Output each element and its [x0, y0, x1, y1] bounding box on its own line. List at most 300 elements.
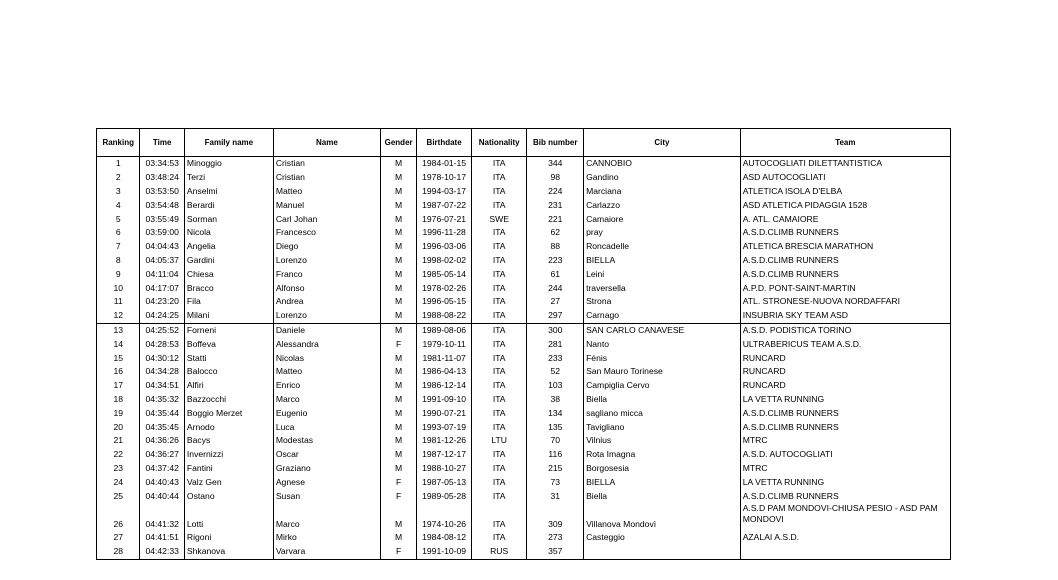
cell-time: 04:35:45 [140, 420, 184, 434]
cell-time: 04:40:44 [140, 489, 184, 503]
cell-city: San Mauro Torinese [584, 365, 741, 379]
cell-gender: M [380, 503, 416, 531]
cell-family-name: Chiesa [184, 267, 273, 281]
cell-ranking: 2 [97, 171, 140, 185]
cell-name: Lorenzo [273, 309, 380, 323]
table-row [97, 198, 951, 212]
table-row [97, 351, 951, 365]
cell-family-name: Bazzocchi [184, 393, 273, 407]
table-row [97, 157, 951, 171]
cell-name: Modestas [273, 434, 380, 448]
cell-time: 04:36:26 [140, 434, 184, 448]
cell-gender: M [380, 157, 416, 171]
cell-bib-number: 103 [527, 379, 584, 393]
cell-team: INSUBRIA SKY TEAM ASD [740, 309, 950, 323]
cell-ranking: 3 [97, 185, 140, 199]
cell-ranking: 4 [97, 198, 140, 212]
cell-family-name: Sorman [184, 212, 273, 226]
cell-time: 04:35:44 [140, 406, 184, 420]
cell-nationality: ITA [471, 351, 527, 365]
cell-name: Oscar [273, 448, 380, 462]
cell-nationality: ITA [471, 475, 527, 489]
cell-time: 04:40:43 [140, 475, 184, 489]
table-row [97, 365, 951, 379]
cell-family-name: Invernizzi [184, 448, 273, 462]
cell-birthdate: 1986-04-13 [417, 365, 472, 379]
cell-time: 03:53:50 [140, 185, 184, 199]
cell-nationality: LTU [471, 434, 527, 448]
cell-city [584, 545, 741, 559]
cell-nationality: ITA [471, 267, 527, 281]
cell-team: ULTRABERICUS TEAM A.S.D. [740, 337, 950, 351]
cell-ranking: 22 [97, 448, 140, 462]
cell-name: Cristian [273, 171, 380, 185]
cell-team: AUTOCOGLIATI DILETTANTISTICA [740, 157, 950, 171]
cell-gender: F [380, 545, 416, 559]
cell-ranking: 17 [97, 379, 140, 393]
cell-family-name: Forneni [184, 323, 273, 337]
cell-gender: M [380, 281, 416, 295]
cell-team [740, 545, 950, 559]
cell-gender: M [380, 448, 416, 462]
cell-bib-number: 70 [527, 434, 584, 448]
cell-ranking: 18 [97, 393, 140, 407]
table-row [97, 406, 951, 420]
cell-city: pray [584, 226, 741, 240]
cell-birthdate: 1978-02-26 [417, 281, 472, 295]
cell-name: Andrea [273, 295, 380, 309]
cell-time: 04:34:28 [140, 365, 184, 379]
cell-ranking: 14 [97, 337, 140, 351]
cell-nationality: ITA [471, 531, 527, 545]
cell-family-name: Ostano [184, 489, 273, 503]
table-row [97, 254, 951, 268]
table-row [97, 489, 951, 503]
cell-bib-number: 281 [527, 337, 584, 351]
cell-name: Diego [273, 240, 380, 254]
cell-nationality: ITA [471, 198, 527, 212]
cell-nationality: ITA [471, 309, 527, 323]
table-row [97, 295, 951, 309]
cell-family-name: Balocco [184, 365, 273, 379]
cell-nationality: ITA [471, 393, 527, 407]
cell-team: MTRC [740, 462, 950, 476]
header-team: Team [740, 129, 950, 157]
cell-time: 04:34:51 [140, 379, 184, 393]
cell-ranking: 10 [97, 281, 140, 295]
cell-city: BIELLA [584, 475, 741, 489]
header-name: Name [273, 129, 380, 157]
cell-bib-number: 116 [527, 448, 584, 462]
cell-city: Leini [584, 267, 741, 281]
cell-team: A.S.D.CLIMB RUNNERS [740, 420, 950, 434]
cell-ranking: 5 [97, 212, 140, 226]
cell-team: A.S.D. PODISTICA TORINO [740, 323, 950, 337]
cell-city: Campiglia Cervo [584, 379, 741, 393]
cell-city: Camaiore [584, 212, 741, 226]
cell-bib-number: 31 [527, 489, 584, 503]
cell-team: ASD AUTOCOGLIATI [740, 171, 950, 185]
cell-nationality: ITA [471, 489, 527, 503]
cell-ranking: 24 [97, 475, 140, 489]
cell-ranking: 23 [97, 462, 140, 476]
cell-name: Alfonso [273, 281, 380, 295]
cell-city: traversella [584, 281, 741, 295]
cell-name: Susan [273, 489, 380, 503]
table-row [97, 185, 951, 199]
cell-nationality: ITA [471, 420, 527, 434]
cell-city: CANNOBIO [584, 157, 741, 171]
cell-team: ATLETICA BRESCIA MARATHON [740, 240, 950, 254]
cell-gender: M [380, 379, 416, 393]
cell-city: Carlazzo [584, 198, 741, 212]
cell-bib-number: 52 [527, 365, 584, 379]
cell-time: 03:55:49 [140, 212, 184, 226]
cell-gender: M [380, 365, 416, 379]
cell-family-name: Boffeva [184, 337, 273, 351]
cell-time: 03:54:48 [140, 198, 184, 212]
cell-nationality: ITA [471, 226, 527, 240]
cell-bib-number: 62 [527, 226, 584, 240]
cell-bib-number: 98 [527, 171, 584, 185]
header-birthdate: Birthdate [417, 129, 472, 157]
cell-nationality: ITA [471, 365, 527, 379]
cell-ranking: 27 [97, 531, 140, 545]
header-nationality: Nationality [471, 129, 527, 157]
cell-time: 04:41:32 [140, 503, 184, 531]
header-ranking: Ranking [97, 129, 140, 157]
cell-birthdate: 1988-10-27 [417, 462, 472, 476]
cell-city: Casteggio [584, 531, 741, 545]
cell-bib-number: 231 [527, 198, 584, 212]
cell-gender: F [380, 475, 416, 489]
cell-city: Vilnius [584, 434, 741, 448]
cell-team: A. ATL. CAMAIORE [740, 212, 950, 226]
cell-ranking: 19 [97, 406, 140, 420]
cell-time: 04:11:04 [140, 267, 184, 281]
cell-ranking: 8 [97, 254, 140, 268]
cell-nationality: ITA [471, 240, 527, 254]
cell-gender: M [380, 393, 416, 407]
cell-bib-number: 221 [527, 212, 584, 226]
cell-team: ATL. STRONESE-NUOVA NORDAFFARI [740, 295, 950, 309]
cell-gender: M [380, 240, 416, 254]
cell-family-name: Alfiri [184, 379, 273, 393]
cell-name: Francesco [273, 226, 380, 240]
cell-family-name: Angelia [184, 240, 273, 254]
cell-gender: M [380, 309, 416, 323]
cell-city: Borgosesia [584, 462, 741, 476]
cell-bib-number: 88 [527, 240, 584, 254]
cell-gender: M [380, 212, 416, 226]
cell-name: Franco [273, 267, 380, 281]
cell-team: A.S.D.CLIMB RUNNERS [740, 267, 950, 281]
header-bib-number: Bib number [527, 129, 584, 157]
cell-team: LA VETTA RUNNING [740, 393, 950, 407]
header-row [97, 129, 951, 157]
cell-city: Strona [584, 295, 741, 309]
cell-name: Carl Johan [273, 212, 380, 226]
table-row [97, 379, 951, 393]
cell-bib-number: 27 [527, 295, 584, 309]
cell-nationality: ITA [471, 157, 527, 171]
table-row [97, 503, 951, 531]
cell-bib-number: 61 [527, 267, 584, 281]
cell-time: 04:35:32 [140, 393, 184, 407]
cell-birthdate: 1979-10-11 [417, 337, 472, 351]
cell-birthdate: 1998-02-02 [417, 254, 472, 268]
table-row [97, 309, 951, 323]
cell-name: Nicolas [273, 351, 380, 365]
cell-bib-number: 309 [527, 503, 584, 531]
cell-nationality: ITA [471, 462, 527, 476]
cell-team: A.S.D. AUTOCOGLIATI [740, 448, 950, 462]
cell-birthdate: 1996-11-28 [417, 226, 472, 240]
cell-city: Fénis [584, 351, 741, 365]
cell-name: Marco [273, 503, 380, 531]
cell-time: 04:28:53 [140, 337, 184, 351]
cell-birthdate: 1991-10-09 [417, 545, 472, 559]
cell-name: Agnese [273, 475, 380, 489]
table-row [97, 323, 951, 337]
cell-name: Luca [273, 420, 380, 434]
cell-gender: M [380, 462, 416, 476]
table-row [97, 434, 951, 448]
cell-nationality: ITA [471, 448, 527, 462]
cell-ranking: 9 [97, 267, 140, 281]
cell-time: 03:48:24 [140, 171, 184, 185]
cell-gender: M [380, 171, 416, 185]
cell-gender: M [380, 254, 416, 268]
cell-nationality: ITA [471, 295, 527, 309]
cell-nationality: ITA [471, 281, 527, 295]
header-gender: Gender [380, 129, 416, 157]
cell-family-name: Rigoni [184, 531, 273, 545]
cell-gender: F [380, 337, 416, 351]
cell-bib-number: 244 [527, 281, 584, 295]
cell-gender: M [380, 226, 416, 240]
cell-ranking: 13 [97, 323, 140, 337]
cell-birthdate: 1987-07-22 [417, 198, 472, 212]
cell-city: Nanto [584, 337, 741, 351]
cell-time: 04:25:52 [140, 323, 184, 337]
cell-city: Villanova Mondovì [584, 503, 741, 531]
cell-ranking: 15 [97, 351, 140, 365]
cell-ranking: 25 [97, 489, 140, 503]
cell-team: A.S.D.CLIMB RUNNERS [740, 489, 950, 503]
cell-bib-number: 73 [527, 475, 584, 489]
cell-birthdate: 1989-05-28 [417, 489, 472, 503]
table-row [97, 212, 951, 226]
cell-family-name: Nicola [184, 226, 273, 240]
cell-time: 04:41:51 [140, 531, 184, 545]
cell-city: Marciana [584, 185, 741, 199]
cell-city: Rota Imagna [584, 448, 741, 462]
cell-family-name: Arnodo [184, 420, 273, 434]
cell-family-name: Lotti [184, 503, 273, 531]
cell-city: Tavigliano [584, 420, 741, 434]
cell-bib-number: 134 [527, 406, 584, 420]
table-row [97, 281, 951, 295]
cell-ranking: 20 [97, 420, 140, 434]
results-table [96, 128, 951, 560]
table-row [97, 226, 951, 240]
cell-birthdate: 1988-08-22 [417, 309, 472, 323]
cell-ranking: 26 [97, 503, 140, 531]
cell-gender: M [380, 406, 416, 420]
cell-gender: M [380, 323, 416, 337]
cell-team: A.S.D.CLIMB RUNNERS [740, 226, 950, 240]
cell-family-name: Berardi [184, 198, 273, 212]
cell-name: Alessandra [273, 337, 380, 351]
cell-time: 04:24:25 [140, 309, 184, 323]
cell-gender: M [380, 351, 416, 365]
cell-team: ASD ATLETICA PIDAGGIA 1528 [740, 198, 950, 212]
cell-family-name: Gardini [184, 254, 273, 268]
cell-city: BIELLA [584, 254, 741, 268]
cell-time: 04:23:20 [140, 295, 184, 309]
cell-bib-number: 224 [527, 185, 584, 199]
table-row [97, 448, 951, 462]
cell-name: Matteo [273, 365, 380, 379]
cell-birthdate: 1991-09-10 [417, 393, 472, 407]
cell-nationality: ITA [471, 379, 527, 393]
table-row [97, 420, 951, 434]
cell-city: sagliano micca [584, 406, 741, 420]
cell-family-name: Anselmi [184, 185, 273, 199]
cell-bib-number: 223 [527, 254, 584, 268]
cell-birthdate: 1986-12-14 [417, 379, 472, 393]
cell-city: Carnago [584, 309, 741, 323]
results-body [97, 157, 951, 560]
cell-city: Roncadelle [584, 240, 741, 254]
cell-gender: F [380, 489, 416, 503]
table-row [97, 393, 951, 407]
cell-gender: M [380, 434, 416, 448]
cell-name: Graziano [273, 462, 380, 476]
cell-name: Eugenio [273, 406, 380, 420]
cell-name: Manuel [273, 198, 380, 212]
cell-nationality: SWE [471, 212, 527, 226]
cell-birthdate: 1984-08-12 [417, 531, 472, 545]
cell-time: 04:30:12 [140, 351, 184, 365]
cell-nationality: ITA [471, 254, 527, 268]
cell-nationality: ITA [471, 323, 527, 337]
cell-birthdate: 1987-05-13 [417, 475, 472, 489]
table-row [97, 531, 951, 545]
cell-bib-number: 215 [527, 462, 584, 476]
cell-name: Marco [273, 393, 380, 407]
cell-gender: M [380, 198, 416, 212]
cell-birthdate: 1984-01-15 [417, 157, 472, 171]
cell-team: AZALAI A.S.D. [740, 531, 950, 545]
cell-name: Enrico [273, 379, 380, 393]
cell-ranking: 16 [97, 365, 140, 379]
cell-family-name: Boggio Merzet [184, 406, 273, 420]
cell-family-name: Valz Gen [184, 475, 273, 489]
cell-family-name: Terzi [184, 171, 273, 185]
cell-nationality: ITA [471, 185, 527, 199]
cell-birthdate: 1978-10-17 [417, 171, 472, 185]
cell-city: Biella [584, 489, 741, 503]
header-city: City [584, 129, 741, 157]
cell-bib-number: 273 [527, 531, 584, 545]
table-row [97, 337, 951, 351]
cell-birthdate: 1993-07-19 [417, 420, 472, 434]
cell-ranking: 6 [97, 226, 140, 240]
cell-ranking: 21 [97, 434, 140, 448]
cell-ranking: 7 [97, 240, 140, 254]
cell-team: A.S.D.CLIMB RUNNERS [740, 406, 950, 420]
cell-team: A.S.D PAM MONDOVI-CHIUSA PESIO - ASD PAM MONDOVI [740, 503, 950, 531]
cell-city: SAN CARLO CANAVESE [584, 323, 741, 337]
cell-nationality: ITA [471, 171, 527, 185]
cell-time: 03:34:53 [140, 157, 184, 171]
cell-nationality: ITA [471, 337, 527, 351]
cell-birthdate: 1996-03-06 [417, 240, 472, 254]
cell-name: Daniele [273, 323, 380, 337]
cell-birthdate: 1996-05-15 [417, 295, 472, 309]
table-row [97, 545, 951, 559]
cell-time: 04:42:33 [140, 545, 184, 559]
cell-name: Varvara [273, 545, 380, 559]
cell-family-name: Fantini [184, 462, 273, 476]
cell-family-name: Statti [184, 351, 273, 365]
cell-time: 04:36:27 [140, 448, 184, 462]
cell-time: 03:59:00 [140, 226, 184, 240]
cell-bib-number: 357 [527, 545, 584, 559]
cell-city: Biella [584, 393, 741, 407]
header-time: Time [140, 129, 184, 157]
cell-time: 04:05:37 [140, 254, 184, 268]
cell-name: Mirko [273, 531, 380, 545]
table-row [97, 267, 951, 281]
header-family-name: Family name [184, 129, 273, 157]
cell-birthdate: 1985-05-14 [417, 267, 472, 281]
cell-team: LA VETTA RUNNING [740, 475, 950, 489]
cell-gender: M [380, 295, 416, 309]
cell-family-name: Bracco [184, 281, 273, 295]
cell-time: 04:37:42 [140, 462, 184, 476]
cell-gender: M [380, 185, 416, 199]
cell-birthdate: 1981-12-26 [417, 434, 472, 448]
cell-family-name: Shkanova [184, 545, 273, 559]
cell-ranking: 28 [97, 545, 140, 559]
cell-gender: M [380, 420, 416, 434]
cell-bib-number: 344 [527, 157, 584, 171]
cell-birthdate: 1994-03-17 [417, 185, 472, 199]
cell-family-name: Minoggio [184, 157, 273, 171]
cell-ranking: 1 [97, 157, 140, 171]
cell-family-name: Bacys [184, 434, 273, 448]
cell-birthdate: 1976-07-21 [417, 212, 472, 226]
cell-nationality: ITA [471, 406, 527, 420]
cell-ranking: 11 [97, 295, 140, 309]
cell-time: 04:04:43 [140, 240, 184, 254]
cell-birthdate: 1989-08-06 [417, 323, 472, 337]
cell-team: RUNCARD [740, 379, 950, 393]
cell-team: ATLETICA ISOLA D'ELBA [740, 185, 950, 199]
table-row [97, 240, 951, 254]
cell-family-name: Fila [184, 295, 273, 309]
cell-bib-number: 233 [527, 351, 584, 365]
cell-team: RUNCARD [740, 365, 950, 379]
cell-bib-number: 297 [527, 309, 584, 323]
cell-name: Matteo [273, 185, 380, 199]
cell-city: Gandino [584, 171, 741, 185]
cell-bib-number: 38 [527, 393, 584, 407]
cell-birthdate: 1990-07-21 [417, 406, 472, 420]
